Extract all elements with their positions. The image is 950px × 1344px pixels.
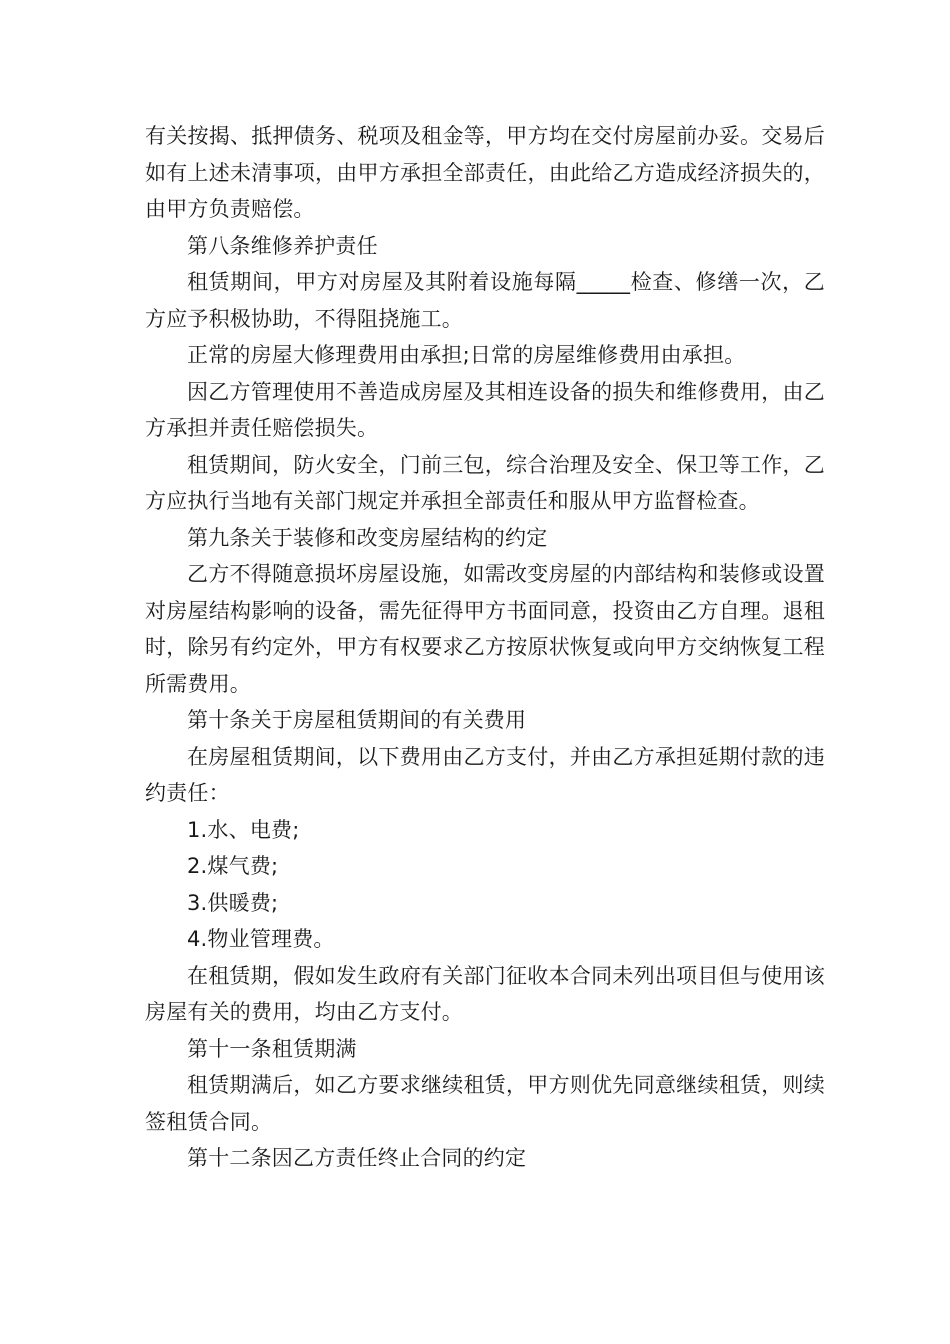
article-9-renovation-paragraph: 乙方不得随意损坏房屋设施，如需改变房屋的内部结构和装修或设置对房屋结构影响的设备，需先征得甲方书面同意，投资由乙方自理。退租时，除另有约定外，甲方有权要求乙方按原状恢复或向甲方交纳恢复工程所需费用。 — [145, 562, 825, 696]
fee-list-item: 3.供暖费; — [187, 890, 279, 915]
paragraph-debts-settlement: 有关按揭、抵押债务、税项及租金等，甲方均在交付房屋前办妥。交易后如有上述未清事项，由甲方承担全部责任，由此给乙方造成经济损失的，由甲方负责赔偿。 — [145, 124, 825, 221]
article-8-inspection-text-before: 租赁期间，甲方对房屋及其附着设施每隔 — [187, 270, 577, 294]
article-8-title: 第八条维修养护责任 — [187, 233, 378, 258]
inspection-interval-blank: _____ — [576, 270, 631, 294]
article-11-renewal-paragraph: 租赁期满后，如乙方要求继续租赁，甲方则优先同意继续租赁，则续签租赁合同。 — [145, 1073, 825, 1134]
fee-list-item: 4.物业管理费。 — [187, 927, 335, 951]
article-10-title: 第十条关于房屋租赁期间的有关费用 — [187, 708, 527, 732]
fee-list-item: 2.煤气费; — [187, 854, 279, 878]
article-9-title: 第九条关于装修和改变房屋结构的约定 — [187, 525, 548, 550]
article-8-safety-paragraph: 租赁期间，防火安全，门前三包，综合治理及安全、保卫等工作，乙方应执行当地有关部门规定并承担全部责任和服从甲方监督检查。 — [145, 452, 825, 513]
article-8-inspection-paragraph — [145, 264, 825, 337]
article-8-inspection-text-after: 检查、修缮一次，乙方应予积极协助，不得阻挠施工。 — [145, 270, 825, 331]
fee-list-item: 1.水、电费; — [187, 817, 300, 842]
article-8-repair-cost-paragraph: 正常的房屋大修理费用由承担;日常的房屋维修费用由承担。 — [187, 343, 746, 367]
article-8-damage-paragraph: 因乙方管理使用不善造成房屋及其相连设备的损失和维修费用，由乙方承担并责任赔偿损失。 — [145, 379, 825, 440]
article-12-title: 第十二条因乙方责任终止合同的约定 — [187, 1146, 527, 1170]
document-body — [145, 118, 825, 1177]
article-11-title: 第十一条租赁期满 — [187, 1036, 357, 1061]
article-10-fees-paragraph: 在房屋租赁期间，以下费用由乙方支付，并由乙方承担延期付款的违约责任： — [145, 744, 825, 805]
article-10-government-fees-paragraph: 在租赁期，假如发生政府有关部门征收本合同未列出项目但与使用该房屋有关的费用，均由乙方支付。 — [145, 963, 825, 1024]
